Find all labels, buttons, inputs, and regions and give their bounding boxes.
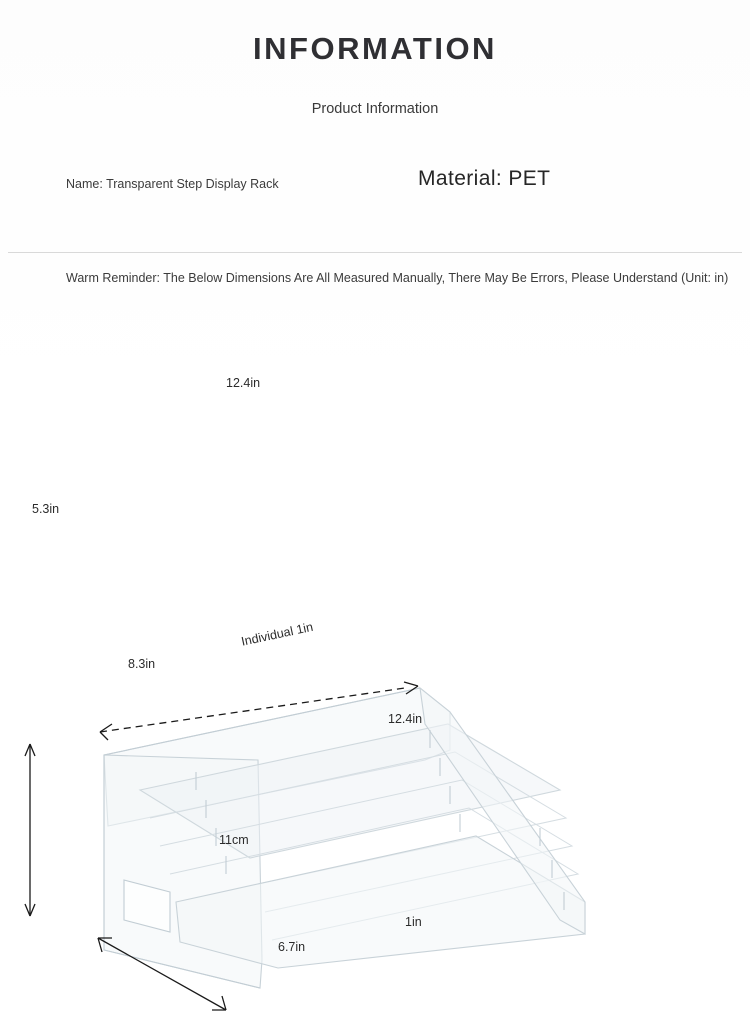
small-rack-width-label: 12.4in bbox=[388, 712, 423, 726]
small-rack-height-label: 11cm bbox=[219, 833, 249, 847]
page-title: INFORMATION bbox=[253, 31, 497, 66]
large-rack-depth-label: 8.3in bbox=[128, 657, 156, 671]
page-header bbox=[0, 0, 750, 117]
large-rack-step-label: Individual 1in bbox=[240, 619, 315, 649]
horizontal-divider bbox=[8, 252, 742, 253]
large-rack-height-label: 5.3in bbox=[32, 502, 60, 516]
product-name-text: Name: Transparent Step Display Rack bbox=[66, 177, 279, 192]
small-rack-step-label: 1in bbox=[405, 915, 422, 929]
warm-reminder-text: Warm Reminder: The Below Dimensions Are All Measured Manually, There May Be Errors, Please Understand (Unit: in) bbox=[66, 271, 729, 285]
small-rack-figure bbox=[0, 320, 750, 1020]
page-subtitle: Product Information bbox=[311, 101, 439, 118]
small-rack-depth-label: 6.7in bbox=[278, 940, 306, 954]
large-rack-width-label: 12.4in bbox=[226, 376, 261, 390]
product-attributes-row bbox=[0, 167, 750, 211]
product-dimension-illustration bbox=[0, 320, 750, 1020]
product-material-text: Material: PET bbox=[418, 167, 551, 191]
